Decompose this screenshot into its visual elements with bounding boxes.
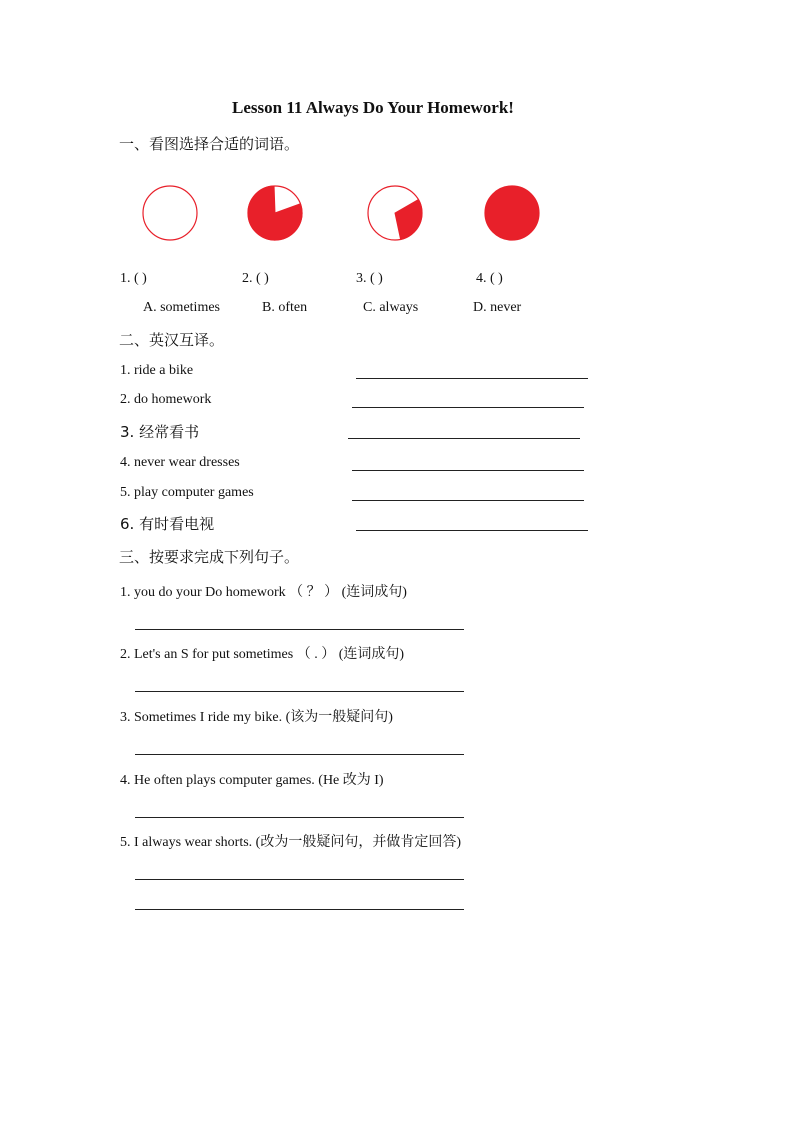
blank-3[interactable]: 3. ( ) [356,271,383,286]
answer-line[interactable] [352,500,584,501]
section2-heading: 二、英汉互译。 [119,331,225,349]
option-a: A. sometimes [143,300,220,315]
page-title: Lesson 11 Always Do Your Homework! [232,98,514,117]
answer-line[interactable] [352,407,584,408]
pie-icon-partly-filled [365,183,425,243]
answer-line[interactable] [135,817,464,818]
translate-item-6: 6. 有时看电视 [120,515,215,533]
answer-line[interactable] [135,754,464,755]
option-c: C. always [363,300,419,315]
pie-outline [485,186,539,240]
pie-icon-full [482,183,542,243]
pie-outline [143,186,197,240]
translate-item-1: 1. ride a bike [120,363,194,378]
answer-line[interactable] [348,438,580,439]
option-b: B. often [262,300,308,315]
sentence-item-2: 2. Let's an S for put sometimes （ . ） (连词成句) [120,647,405,662]
sentence-item-1: 1. you do your Do homework （ ？ ） (连词成句) [120,585,407,600]
translate-item-3: 3. 经常看书 [120,423,200,441]
sentence-item-4: 4. He often plays computer games. (He 改为 I) [120,773,384,788]
answer-line[interactable] [135,879,464,880]
answer-line[interactable] [356,530,588,531]
translate-item-4: 4. never wear dresses [120,455,240,470]
translate-item-5: 5. play computer games [120,485,254,500]
answer-line[interactable] [135,691,464,692]
answer-line[interactable] [352,470,584,471]
blank-2[interactable]: 2. ( ) [242,271,269,286]
answer-line[interactable] [135,909,464,910]
blank-1[interactable]: 1. ( ) [120,271,147,286]
pie-icon-empty [140,183,200,243]
option-d: D. never [473,300,522,315]
translate-item-2: 2. do homework [120,392,212,407]
pie-icon-mostly-filled [245,183,305,243]
answer-line[interactable] [135,629,464,630]
blank-4[interactable]: 4. ( ) [476,271,503,286]
section3-heading: 三、按要求完成下列句子。 [119,548,300,566]
sentence-item-5: 5. I always wear shorts. (改为一般疑问句，并做肯定回答) [120,835,462,850]
answer-line[interactable] [356,378,588,379]
sentence-item-3: 3. Sometimes I ride my bike. (该为一般疑问句) [120,710,393,725]
section1-heading: 一、看图选择合适的词语。 [119,135,300,153]
